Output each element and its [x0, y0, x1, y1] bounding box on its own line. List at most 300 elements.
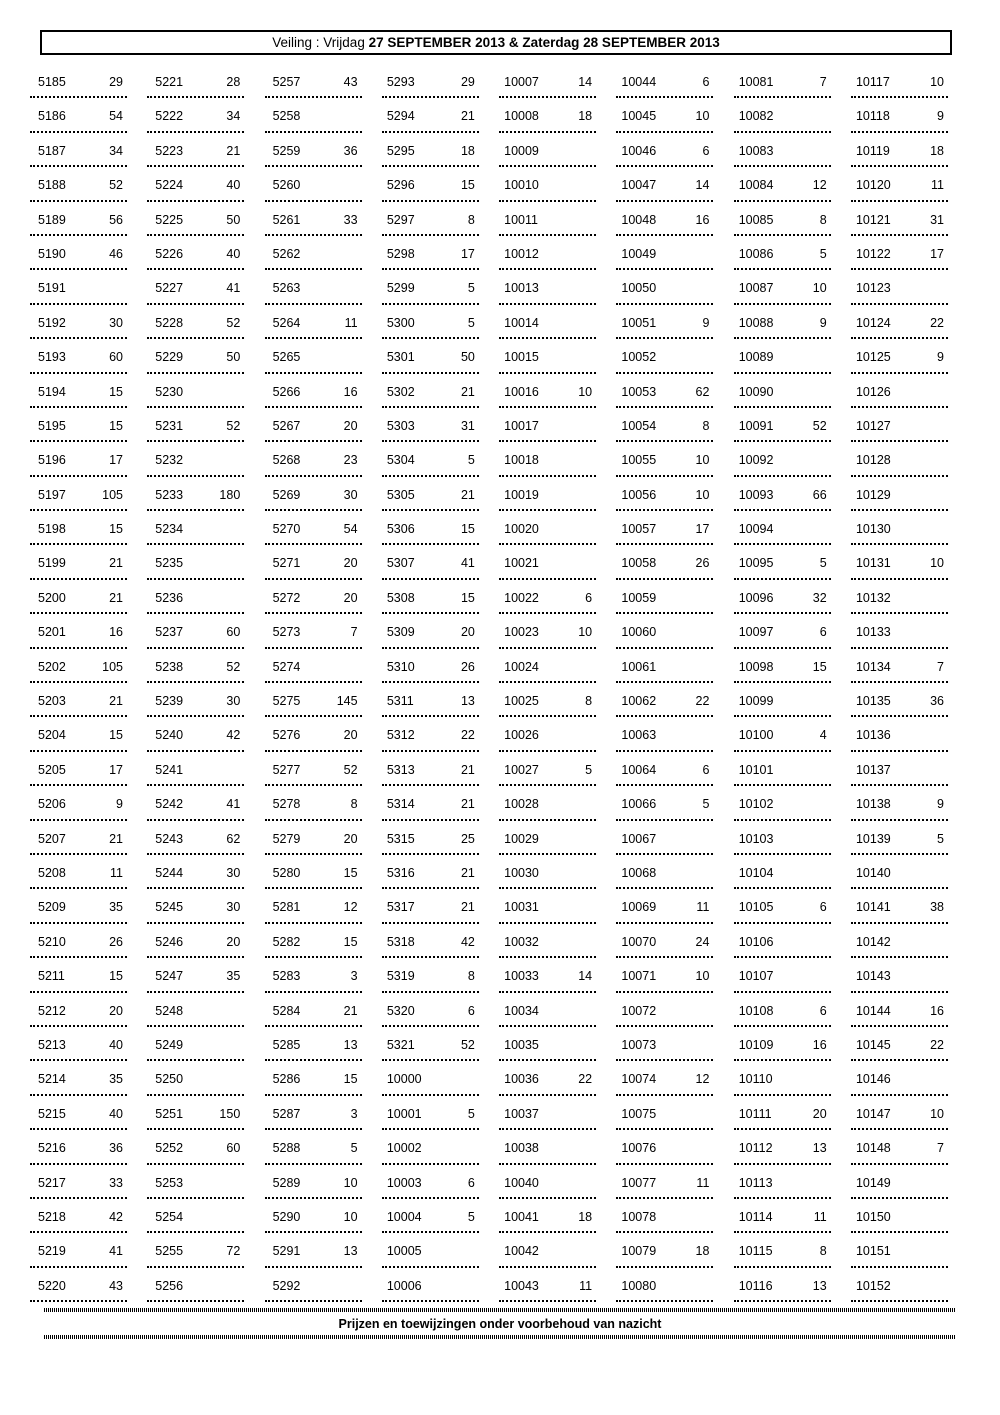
lot-row [30, 924, 127, 958]
lot-number: 10128 [855, 453, 891, 468]
lot-number: 10053 [621, 384, 657, 399]
lot-row [147, 98, 244, 132]
lot-row [734, 752, 831, 786]
lot-row [147, 236, 244, 270]
lot-price: 35 [109, 1072, 123, 1087]
lot-number: 10129 [855, 487, 891, 502]
lot-price: 10 [695, 109, 710, 124]
lot-price: 36 [343, 143, 358, 158]
lot-price: 23 [343, 453, 358, 468]
lot-price: 43 [109, 1278, 123, 1293]
lot-number: 5288 [272, 1141, 301, 1156]
lot-row [265, 133, 362, 167]
lot-row [734, 202, 831, 236]
lot-price: 28 [226, 75, 241, 89]
lot-price: 11 [110, 865, 123, 880]
lot-row [265, 649, 362, 683]
lot-row [616, 511, 713, 545]
lot-number: 10010 [504, 178, 539, 193]
lot-row [382, 167, 479, 201]
lot-row [147, 1268, 244, 1302]
lot-row [147, 511, 244, 545]
lot-price: 52 [226, 315, 241, 330]
lot-price: 41 [109, 1244, 123, 1259]
lot-price: 43 [343, 75, 358, 89]
lot-number: 10085 [738, 212, 774, 227]
lot-price: 41 [226, 281, 241, 296]
footer-top-separator [44, 1308, 956, 1312]
lot-row [382, 545, 479, 579]
lot-price: 40 [109, 1106, 123, 1121]
lot-number: 5212 [38, 1003, 66, 1018]
lot-row [734, 545, 831, 579]
lot-price: 46 [109, 246, 123, 261]
lot-number: 5195 [38, 418, 66, 433]
lot-price: 21 [460, 797, 475, 812]
lot-row [265, 477, 362, 511]
lot-number: 5186 [38, 109, 66, 124]
lot-number: 10058 [621, 556, 657, 571]
lot-row [147, 993, 244, 1027]
lot-row [147, 614, 244, 648]
lot-row [382, 1268, 479, 1302]
lot-price: 6 [819, 1003, 827, 1018]
lot-row [616, 1130, 713, 1164]
header-date-saturday: Zaterdag 28 SEPTEMBER 2013 [522, 35, 720, 50]
lot-price: 25 [460, 831, 475, 846]
lot-number: 5301 [386, 350, 415, 365]
lot-number: 5282 [272, 934, 301, 949]
lot-row [499, 786, 596, 820]
lot-price: 16 [343, 384, 358, 399]
lot-number: 10152 [855, 1278, 891, 1293]
lot-number: 5312 [386, 728, 415, 743]
lot-row [734, 64, 831, 98]
lot-price: 30 [226, 865, 241, 880]
lot-row [382, 64, 479, 98]
lot-row [851, 64, 948, 98]
lot-row [499, 752, 596, 786]
lot-row [616, 339, 713, 373]
lot-price: 5 [467, 281, 475, 296]
lot-row [382, 1199, 479, 1233]
lot-number: 5287 [272, 1106, 301, 1121]
lot-price: 10 [812, 281, 827, 296]
lot-row [30, 993, 127, 1027]
lot-number: 5228 [155, 315, 184, 330]
lot-price: 20 [812, 1106, 827, 1121]
lot-row [616, 98, 713, 132]
lot-price: 52 [343, 762, 358, 777]
lot-row [147, 855, 244, 889]
lot-number: 10024 [504, 659, 539, 674]
lot-row [851, 1027, 948, 1061]
lot-row [616, 993, 713, 1027]
lot-row [499, 958, 596, 992]
lot-price: 24 [695, 934, 710, 949]
footer-bottom-separator [44, 1335, 956, 1339]
lot-number: 5247 [155, 969, 184, 984]
lot-number: 5215 [38, 1106, 66, 1121]
lot-number: 5196 [38, 453, 66, 468]
lot-number: 5267 [272, 418, 301, 433]
lot-row [616, 855, 713, 889]
lot-number: 5200 [38, 590, 66, 605]
lot-price: 5 [819, 556, 827, 571]
lot-row [265, 1130, 362, 1164]
lot-number: 5238 [155, 659, 184, 674]
lot-price: 16 [930, 1003, 944, 1018]
lot-price: 50 [226, 212, 241, 227]
lot-row [499, 683, 596, 717]
lot-price: 30 [109, 315, 123, 330]
lot-price: 10 [695, 969, 710, 984]
lot-price: 9 [937, 797, 944, 812]
lot-number: 5303 [386, 418, 415, 433]
lot-column-5 [499, 64, 596, 1304]
header-date-friday: 27 SEPTEMBER 2013 [368, 35, 506, 50]
lot-row [382, 683, 479, 717]
lot-price: 16 [695, 212, 710, 227]
lot-number: 10121 [855, 212, 891, 227]
lot-number: 5263 [272, 281, 301, 296]
lot-price: 11 [696, 900, 710, 915]
lot-price: 15 [109, 728, 123, 743]
lot-number: 10138 [855, 797, 891, 812]
lot-price: 14 [578, 75, 593, 89]
lot-row [616, 305, 713, 339]
lot-row [30, 1130, 127, 1164]
lot-number: 5313 [386, 762, 415, 777]
lot-price: 21 [226, 143, 241, 158]
lot-row [382, 1027, 479, 1061]
lot-number: 5203 [38, 694, 66, 709]
lot-price: 18 [695, 1244, 710, 1259]
lot-number: 5259 [272, 143, 301, 158]
lot-number: 10000 [386, 1072, 422, 1087]
lot-row [851, 958, 948, 992]
lot-row [147, 477, 244, 511]
lot-price: 21 [109, 694, 123, 709]
lot-row [147, 1199, 244, 1233]
lot-row [734, 1027, 831, 1061]
lot-number: 10095 [738, 556, 774, 571]
lot-row [499, 1096, 596, 1130]
lot-row [382, 408, 479, 442]
lot-row [851, 1165, 948, 1199]
lot-number: 10036 [504, 1072, 539, 1087]
lot-price: 52 [460, 1037, 475, 1052]
lot-row [30, 649, 127, 683]
lot-row [616, 958, 713, 992]
lot-number: 10140 [855, 865, 891, 880]
lot-number: 5311 [386, 694, 414, 709]
lot-price: 10 [930, 556, 944, 571]
lot-number: 10072 [621, 1003, 657, 1018]
lot-price: 6 [819, 625, 827, 640]
lot-price: 22 [930, 315, 944, 330]
lot-number: 10092 [738, 453, 774, 468]
lot-row [499, 511, 596, 545]
lot-row [147, 270, 244, 304]
lot-number: 10044 [621, 75, 657, 89]
lot-price: 50 [226, 350, 241, 365]
lot-number: 5255 [155, 1244, 184, 1259]
lot-price: 15 [812, 659, 827, 674]
lot-number: 10108 [738, 1003, 774, 1018]
lot-number: 5305 [386, 487, 415, 502]
lot-number: 5261 [272, 212, 301, 227]
lot-price: 60 [226, 625, 241, 640]
lot-price: 15 [109, 522, 123, 537]
lot-row [734, 1165, 831, 1199]
lot-price: 34 [226, 109, 241, 124]
lot-number: 10060 [621, 625, 657, 640]
lot-row [30, 1027, 127, 1061]
lot-row [30, 683, 127, 717]
lot-column-2 [147, 64, 244, 1304]
lot-number: 10151 [855, 1244, 891, 1259]
lot-row [616, 545, 713, 579]
lot-row [147, 1061, 244, 1095]
lot-number: 5274 [272, 659, 301, 674]
lot-row [147, 821, 244, 855]
lot-price: 12 [343, 900, 358, 915]
lot-row [499, 993, 596, 1027]
lot-price: 8 [350, 797, 358, 812]
lot-row [147, 717, 244, 751]
lot-number: 10104 [738, 865, 774, 880]
lot-price: 60 [226, 1141, 241, 1156]
lot-number: 10016 [504, 384, 539, 399]
lot-row [382, 821, 479, 855]
lot-row [499, 1233, 596, 1267]
lot-number: 5213 [38, 1037, 66, 1052]
lot-row [382, 924, 479, 958]
lot-number: 5319 [386, 969, 415, 984]
lot-number: 10082 [738, 109, 774, 124]
lot-number: 10068 [621, 865, 657, 880]
lot-row [499, 1061, 596, 1095]
lot-price: 29 [109, 75, 123, 89]
lot-row [616, 1165, 713, 1199]
lot-price: 10 [343, 1209, 358, 1224]
lot-number: 10034 [504, 1003, 539, 1018]
lot-price: 21 [343, 1003, 358, 1018]
lot-price: 52 [812, 418, 827, 433]
lot-number: 5249 [155, 1037, 184, 1052]
lot-number: 5310 [386, 659, 415, 674]
lot-price: 3 [350, 1106, 358, 1121]
lot-row [499, 1165, 596, 1199]
lot-price: 20 [343, 418, 358, 433]
lot-number: 5230 [155, 384, 184, 399]
lot-row [265, 1096, 362, 1130]
lot-price: 11 [696, 1175, 710, 1190]
lot-price: 52 [109, 178, 123, 193]
lot-number: 5221 [155, 75, 184, 89]
lot-row [265, 339, 362, 373]
lot-row [499, 133, 596, 167]
lot-price: 22 [578, 1072, 593, 1087]
lot-row [734, 1061, 831, 1095]
lot-row [851, 133, 948, 167]
lot-row [499, 580, 596, 614]
lot-number: 5272 [272, 590, 301, 605]
lot-number: 5306 [386, 522, 415, 537]
lot-number: 10014 [504, 315, 539, 330]
footer-disclaimer: Prijzen en toewijzingen onder voorbehoud van nazicht [338, 1317, 662, 1331]
lot-row [499, 477, 596, 511]
lot-number: 5268 [272, 453, 301, 468]
lot-number: 5308 [386, 590, 415, 605]
lot-number: 10063 [621, 728, 657, 743]
lot-number: 10070 [621, 934, 657, 949]
lot-row [851, 477, 948, 511]
lot-row [851, 167, 948, 201]
lot-row [382, 1233, 479, 1267]
lot-row [147, 339, 244, 373]
lot-number: 10090 [738, 384, 774, 399]
lot-row [851, 236, 948, 270]
lot-row [147, 133, 244, 167]
lot-number: 10055 [621, 453, 657, 468]
lot-price: 21 [460, 384, 475, 399]
lot-row [30, 1233, 127, 1267]
lot-number: 5219 [38, 1244, 66, 1259]
lot-row [499, 374, 596, 408]
lot-number: 5235 [155, 556, 184, 571]
lot-number: 5246 [155, 934, 184, 949]
lot-row [265, 855, 362, 889]
lot-row [851, 786, 948, 820]
lot-row [265, 786, 362, 820]
lot-number: 10048 [621, 212, 657, 227]
lot-number: 10075 [621, 1106, 657, 1121]
lot-number: 5260 [272, 178, 301, 193]
lot-number: 10107 [738, 969, 774, 984]
lot-number: 5253 [155, 1175, 184, 1190]
lot-row [382, 614, 479, 648]
lot-row [30, 580, 127, 614]
lot-price: 42 [460, 934, 475, 949]
lot-row [734, 98, 831, 132]
lot-number: 10149 [855, 1175, 891, 1190]
lot-price: 11 [813, 1209, 827, 1224]
lot-row [265, 270, 362, 304]
lot-price: 54 [109, 109, 123, 124]
lot-row [734, 821, 831, 855]
lot-row [851, 614, 948, 648]
lot-price: 21 [109, 590, 123, 605]
lot-row [616, 924, 713, 958]
lot-row [382, 98, 479, 132]
lot-row [734, 1199, 831, 1233]
lot-number: 5307 [386, 556, 415, 571]
lot-price: 35 [109, 900, 123, 915]
lot-row [734, 958, 831, 992]
lot-number: 10124 [855, 315, 891, 330]
lot-row [851, 993, 948, 1027]
lot-price: 31 [460, 418, 475, 433]
lot-number: 10030 [504, 865, 539, 880]
lot-number: 10032 [504, 934, 539, 949]
lot-number: 5185 [38, 75, 66, 89]
lot-row [734, 1268, 831, 1302]
lot-row [382, 958, 479, 992]
lot-number: 5276 [272, 728, 301, 743]
lot-number: 5192 [38, 315, 66, 330]
lot-row [851, 374, 948, 408]
lot-number: 10112 [738, 1141, 773, 1156]
lot-price: 41 [460, 556, 475, 571]
lot-number: 10111 [738, 1106, 772, 1121]
lot-price: 33 [343, 212, 358, 227]
lot-number: 10064 [621, 762, 657, 777]
lot-row [382, 202, 479, 236]
lot-row [616, 752, 713, 786]
lot-price: 30 [226, 900, 241, 915]
lot-row [382, 717, 479, 751]
lot-number: 10148 [855, 1141, 891, 1156]
lot-price: 22 [695, 694, 710, 709]
lot-price: 15 [460, 178, 475, 193]
lot-number: 5199 [38, 556, 66, 571]
lot-price: 15 [343, 934, 358, 949]
lot-number: 10015 [504, 350, 539, 365]
lot-row [616, 64, 713, 98]
lot-price: 15 [109, 418, 123, 433]
lot-row [499, 305, 596, 339]
lot-row [382, 442, 479, 476]
lot-price: 5 [937, 831, 944, 846]
lot-number: 5293 [386, 75, 415, 89]
lot-number: 5204 [38, 728, 66, 743]
lot-row [265, 98, 362, 132]
lot-price: 150 [219, 1106, 241, 1121]
lot-price: 8 [819, 1244, 827, 1259]
lot-number: 10136 [855, 728, 891, 743]
lot-number: 5296 [386, 178, 415, 193]
lot-number: 10078 [621, 1209, 657, 1224]
lot-number: 5197 [38, 487, 66, 502]
lot-row [851, 1096, 948, 1130]
lot-price: 26 [460, 659, 475, 674]
lot-price: 7 [937, 659, 944, 674]
lot-row [265, 1165, 362, 1199]
lot-number: 5273 [272, 625, 301, 640]
lot-number: 10008 [504, 109, 539, 124]
lot-price: 52 [226, 418, 241, 433]
lot-row [734, 717, 831, 751]
lot-number: 10062 [621, 694, 657, 709]
lot-row [265, 1233, 362, 1267]
lot-row [265, 717, 362, 751]
lot-number: 5241 [155, 762, 184, 777]
lot-number: 5295 [386, 143, 415, 158]
lot-row [265, 993, 362, 1027]
lot-number: 10125 [855, 350, 891, 365]
lot-number: 10077 [621, 1175, 657, 1190]
lot-price: 7 [819, 75, 827, 89]
lot-number: 5229 [155, 350, 184, 365]
lot-price: 10 [695, 453, 710, 468]
lot-row [499, 202, 596, 236]
lot-row [851, 855, 948, 889]
lot-number: 10143 [855, 969, 891, 984]
lot-price: 15 [460, 590, 475, 605]
lot-price: 13 [460, 694, 475, 709]
